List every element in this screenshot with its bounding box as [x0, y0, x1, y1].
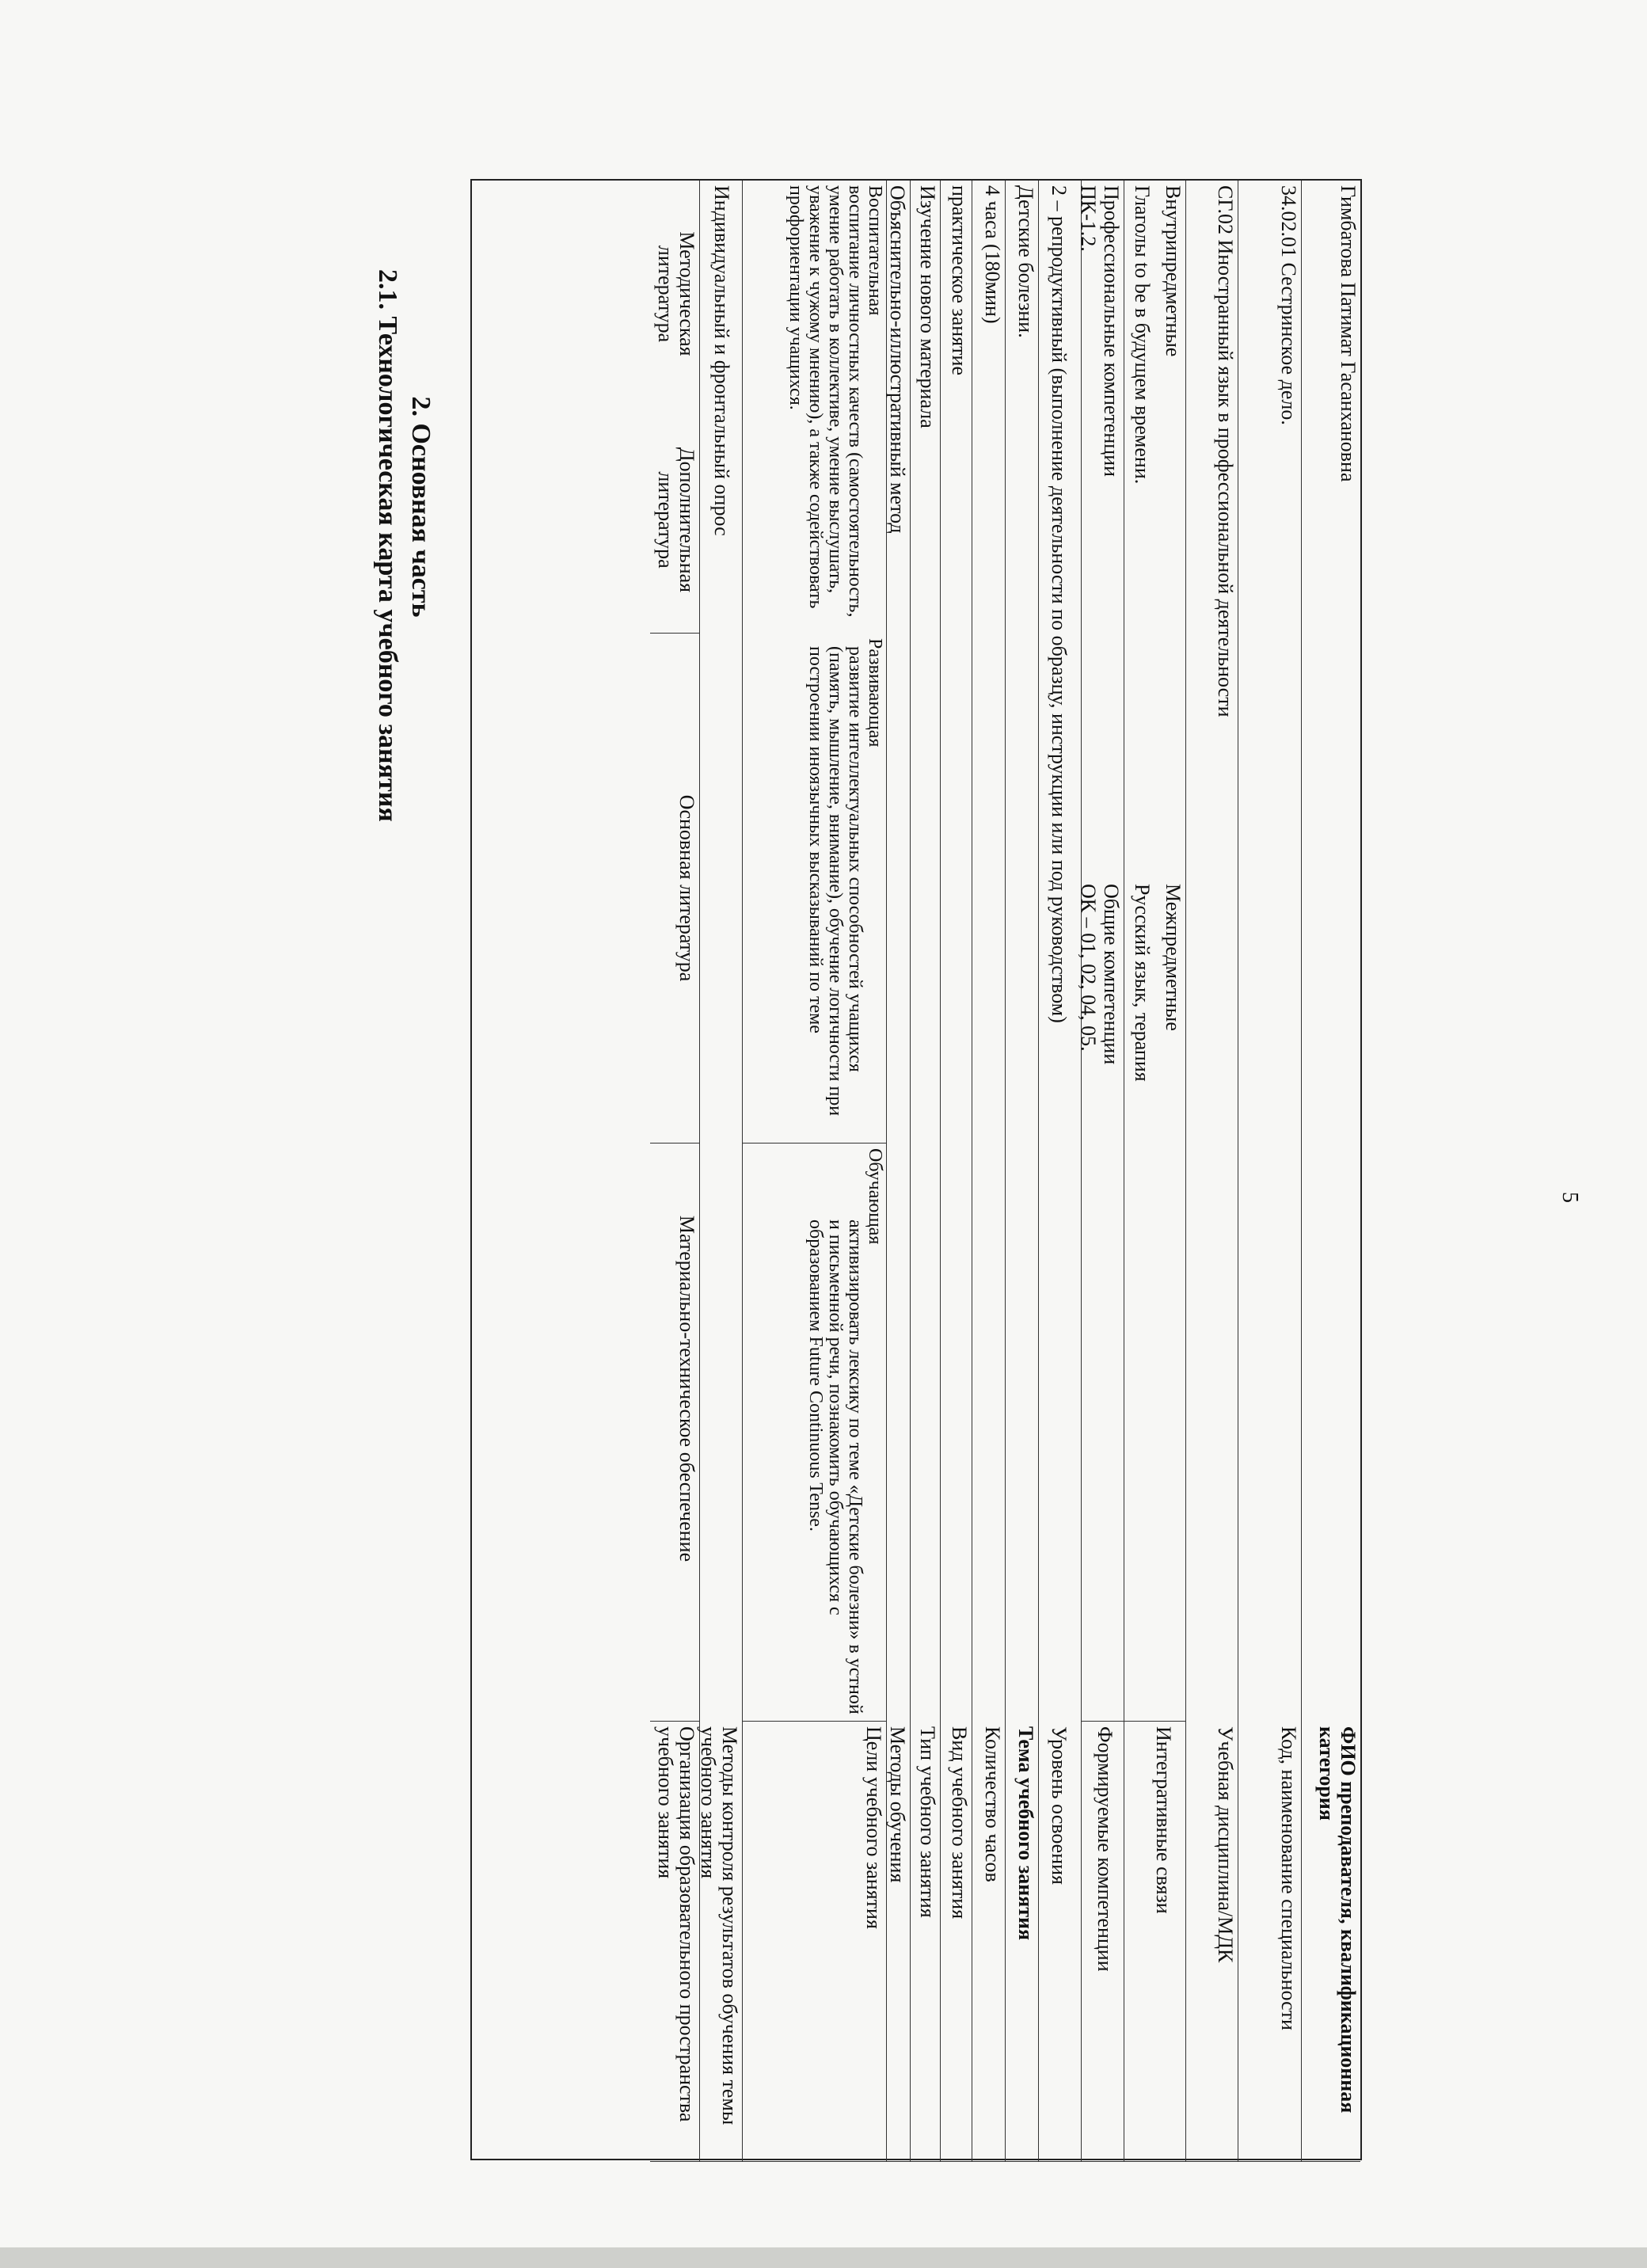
- lesson-type-label: Тип учебного занятия: [910, 1722, 940, 2162]
- discipline-value: СГ.02 Иностранный язык в профессиональной деятельности: [1185, 181, 1238, 1722]
- control-label: Методы контроля результатов обучения темы учебного занятия: [699, 1722, 742, 2162]
- interdisciplinary-header: Межпредметные: [1162, 884, 1185, 1031]
- lesson-kind-label: Вид учебного занятия: [940, 1722, 972, 2162]
- methods-value: Объяснительно-иллюстративный метод: [886, 181, 910, 1722]
- intradisciplinary-value: Глаголы to be в будущем времени.: [1131, 185, 1154, 485]
- control-value: Индивидуальный и фронтальный опрос: [699, 181, 742, 1722]
- goal-developing-header: Развивающая: [865, 638, 885, 748]
- specialty-value: 34.02.01 Сестринское дело.: [1238, 181, 1301, 1722]
- methods-label: Методы обучения: [886, 1722, 910, 2162]
- intradisciplinary-header: Внутрипредметные: [1162, 185, 1185, 357]
- discipline-label: Учебная дисциплина/МДК: [1185, 1722, 1238, 2162]
- goal-developing-text: развитие интеллектуальных способностей учащихся (память, мышление, внимание), обучение логичности при построении иноязычных высказываний по теме: [805, 646, 865, 1117]
- organization-methodical-literature: Методическая литература: [654, 231, 698, 356]
- organization-material-support: Материально-техническое обеспечение: [650, 1144, 699, 1722]
- goal-teaching-cell: [742, 1144, 886, 1722]
- teacher-label: ФИО преподавателя, квалификационная категория: [1301, 1722, 1360, 2162]
- goal-developing-cell: [742, 634, 886, 1144]
- goal-educating-cell: [742, 181, 886, 634]
- topic-label: Тема учебного занятия: [1005, 1722, 1038, 2162]
- lesson-kind-value: практическое занятие: [940, 181, 972, 1722]
- competencies-label: Формируемые компетенции: [1081, 1722, 1124, 2162]
- section-title: 2. Основная часть: [406, 396, 436, 618]
- hours-label: Количество часов: [972, 1722, 1005, 2162]
- organization-label: Организация образовательного пространства учебного занятия: [650, 1722, 699, 2162]
- subsection-title: 2.1. Технологическая карта учебного занятия: [373, 269, 402, 822]
- level-value: 2 – репродуктивный (выполнение деятельности по образцу, инструкции или под руководством): [1038, 181, 1081, 1722]
- page-number: 5: [1558, 1192, 1582, 1203]
- professional-competencies-cell: [1077, 181, 1124, 879]
- organization-main-literature: Основная литература: [650, 634, 699, 1144]
- goal-educating-header: Воспитательная: [865, 185, 885, 316]
- topic-value: Детские болезни.: [1005, 181, 1038, 1722]
- goals-label: Цели учебного занятия: [742, 1722, 886, 2162]
- lesson-type-value: Изучение нового материала: [910, 181, 940, 1722]
- organization-additional-literature: Дополнительная литература: [650, 407, 699, 634]
- general-competencies-value: ОК – 01, 02, 04, 05.: [1077, 884, 1100, 1052]
- goal-teaching-text: активизировать лексику по теме «Детские болезни» в устной и письменной речи, познакомить обучающихся с образованием Future Continuous Tense.: [805, 1220, 865, 1714]
- interdisciplinary-value: Русский язык, терапия: [1131, 884, 1154, 1082]
- intradisciplinary-cell: [1124, 181, 1185, 879]
- professional-competencies-header: Профессиональные компетенции: [1100, 185, 1123, 478]
- professional-competencies-value: ПК-1.2.: [1077, 185, 1100, 252]
- level-label: Уровень освоения: [1038, 1722, 1081, 2162]
- hours-value: 4 часа (180мин): [972, 181, 1005, 1722]
- teacher-value: Гимбатова Патимат Гасанхановна: [1301, 181, 1360, 1722]
- interdisciplinary-cell: [1124, 879, 1185, 1722]
- general-competencies-cell: [1077, 879, 1124, 1722]
- specialty-label: Код, наименование специальности: [1238, 1722, 1301, 2162]
- lesson-map-table: [470, 179, 1362, 2160]
- general-competencies-header: Общие компетенции: [1100, 884, 1123, 1065]
- links-label: Интегративные связи: [1124, 1722, 1185, 2162]
- goal-educating-text: воспитание личностных качеств (самостоятельность, умение работать в коллективе, умение выслушать, уважение к чужому мнению), а также содействовать профориентации учащихся.: [785, 185, 865, 618]
- goal-teaching-header: Обучающая: [865, 1148, 885, 1245]
